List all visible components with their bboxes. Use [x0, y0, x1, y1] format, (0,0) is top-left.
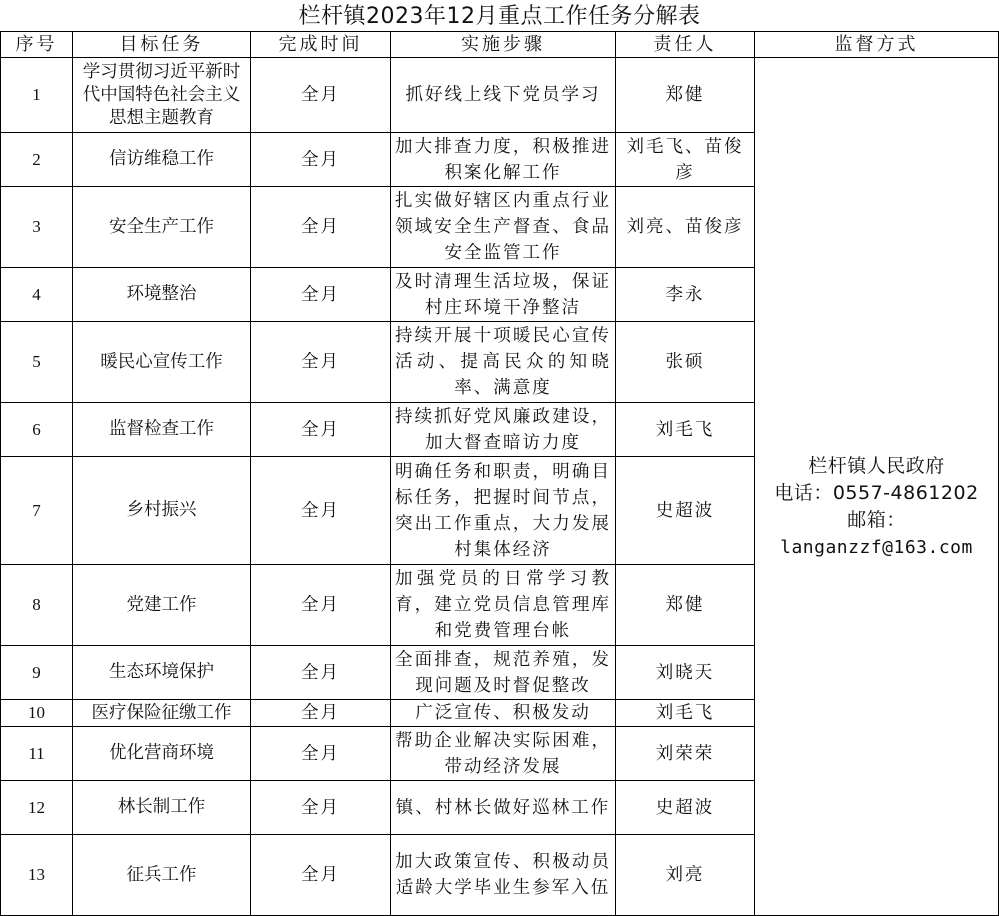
row-time: 全月 — [251, 835, 391, 916]
row-task: 乡村振兴 — [73, 457, 251, 565]
row-no: 3 — [1, 187, 73, 268]
row-step: 帮助企业解决实际困难，带动经济发展 — [391, 727, 616, 781]
row-step: 扎实做好辖区内重点行业领域安全生产督查、食品安全监管工作 — [391, 187, 616, 268]
row-time: 全月 — [251, 646, 391, 700]
row-step: 持续开展十项暖民心宣传活动、提高民众的知晓率、满意度 — [391, 322, 616, 403]
row-person: 郑健 — [616, 58, 755, 133]
row-task: 信访维稳工作 — [73, 133, 251, 187]
supervision-cell — [755, 58, 999, 916]
row-task: 党建工作 — [73, 565, 251, 646]
row-no: 10 — [1, 700, 73, 727]
row-time: 全月 — [251, 565, 391, 646]
row-step: 明确任务和职责，明确目标任务，把握时间节点，突出工作重点，大力发展村集体经济 — [391, 457, 616, 565]
row-time: 全月 — [251, 727, 391, 781]
row-no: 2 — [1, 133, 73, 187]
row-person: 郑健 — [616, 565, 755, 646]
supervision-email: langanzzf@163.com — [780, 536, 973, 558]
row-person: 刘毛飞 — [616, 700, 755, 727]
header-step: 实施步骤 — [391, 32, 616, 58]
table-row — [1, 58, 999, 133]
row-time: 全月 — [251, 187, 391, 268]
row-time: 全月 — [251, 457, 391, 565]
row-person: 刘亮、苗俊彦 — [616, 187, 755, 268]
row-time: 全月 — [251, 133, 391, 187]
row-task: 林长制工作 — [73, 781, 251, 835]
header-no: 序号 — [1, 32, 73, 58]
row-step: 全面排查，规范养殖，发现问题及时督促整改 — [391, 646, 616, 700]
row-time: 全月 — [251, 403, 391, 457]
supervision-email-label: 邮箱： — [847, 508, 906, 531]
row-person: 刘荣荣 — [616, 727, 755, 781]
row-person: 刘毛飞 — [616, 403, 755, 457]
row-task: 征兵工作 — [73, 835, 251, 916]
row-time: 全月 — [251, 268, 391, 322]
supervision-org: 栏杆镇人民政府 — [808, 454, 945, 477]
row-step: 加大政策宣传、积极动员适龄大学毕业生参军入伍 — [391, 835, 616, 916]
row-no: 6 — [1, 403, 73, 457]
row-task: 环境整治 — [73, 268, 251, 322]
row-step: 持续抓好党风廉政建设，加大督查暗访力度 — [391, 403, 616, 457]
row-no: 5 — [1, 322, 73, 403]
row-task: 医疗保险征缴工作 — [73, 700, 251, 727]
row-time: 全月 — [251, 781, 391, 835]
header-time: 完成时间 — [251, 32, 391, 58]
row-no: 12 — [1, 781, 73, 835]
row-task: 安全生产工作 — [73, 187, 251, 268]
row-person: 李永 — [616, 268, 755, 322]
row-person: 刘毛飞、苗俊彦 — [616, 133, 755, 187]
row-step: 加大排查力度，积极推进积案化解工作 — [391, 133, 616, 187]
row-person: 刘晓天 — [616, 646, 755, 700]
row-no: 9 — [1, 646, 73, 700]
row-step: 加强党员的日常学习教育，建立党员信息管理库和党费管理台帐 — [391, 565, 616, 646]
row-person: 史超波 — [616, 781, 755, 835]
row-task: 生态环境保护 — [73, 646, 251, 700]
row-step: 及时清理生活垃圾，保证村庄环境干净整洁 — [391, 268, 616, 322]
row-time: 全月 — [251, 322, 391, 403]
row-time: 全月 — [251, 700, 391, 727]
row-person: 刘亮 — [616, 835, 755, 916]
row-person: 史超波 — [616, 457, 755, 565]
row-person: 张硕 — [616, 322, 755, 403]
header-row — [1, 32, 999, 58]
header-person: 责任人 — [616, 32, 755, 58]
sheet-title: 栏杆镇2023年12月重点工作任务分解表 — [298, 4, 701, 29]
row-no: 1 — [1, 58, 73, 133]
row-step: 镇、村林长做好巡林工作 — [391, 781, 616, 835]
row-task: 监督检查工作 — [73, 403, 251, 457]
row-no: 4 — [1, 268, 73, 322]
row-no: 13 — [1, 835, 73, 916]
row-step: 抓好线上线下党员学习 — [391, 58, 616, 133]
row-no: 11 — [1, 727, 73, 781]
task-table — [0, 31, 999, 916]
row-time: 全月 — [251, 58, 391, 133]
header-task: 目标任务 — [73, 32, 251, 58]
row-no: 7 — [1, 457, 73, 565]
supervision-phone: 电话：0557-4861202 — [774, 481, 979, 504]
row-task: 优化营商环境 — [73, 727, 251, 781]
row-task: 暖民心宣传工作 — [73, 322, 251, 403]
row-task: 学习贯彻习近平新时代中国特色社会主义思想主题教育 — [73, 58, 251, 133]
header-supervision: 监督方式 — [755, 32, 999, 58]
row-no: 8 — [1, 565, 73, 646]
row-step: 广泛宣传、积极发动 — [391, 700, 616, 727]
